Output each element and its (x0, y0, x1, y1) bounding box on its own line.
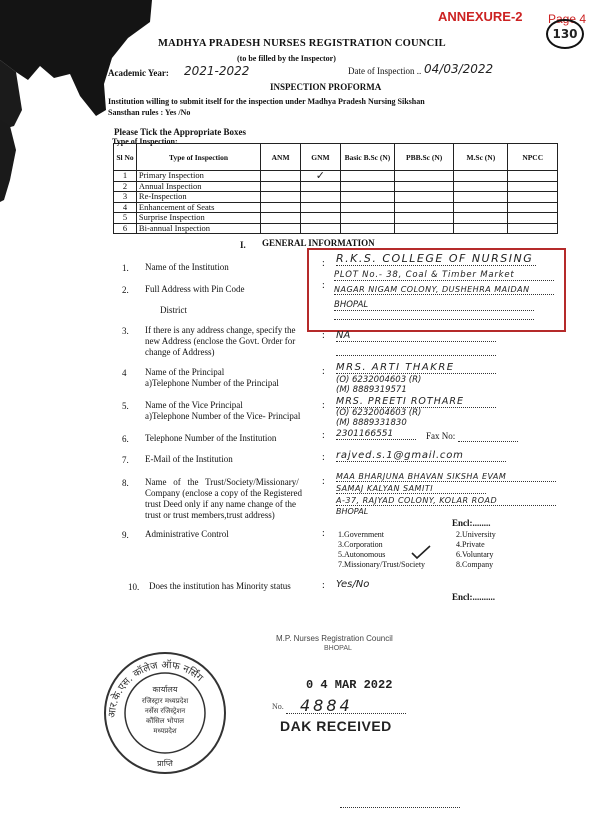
circled-number: 130 (546, 19, 584, 49)
col-bsc: Basic B.Sc (N) (340, 144, 394, 171)
trust-line3: A-37, RAJYAD COLONY, KOLAR ROAD (336, 496, 556, 506)
q3-number: 3. (122, 326, 129, 336)
col-msc: M.Sc (N) (454, 144, 508, 171)
col-sl: Sl No (114, 144, 137, 171)
scan-edge-left (0, 120, 40, 840)
dak-stamp-no-value: 4884 (300, 696, 353, 715)
row-type: Annual Inspection (136, 181, 260, 192)
q8-label-4: trust or trust members,trust address) (145, 510, 275, 520)
dak-stamp (266, 630, 426, 740)
row-type: Re-Inspection (136, 192, 260, 203)
col-type: Type of Inspection (136, 144, 260, 171)
date-label: Date of Inspection .. (348, 66, 422, 76)
filled-by-note: (to be filled by the Inspector) (237, 54, 336, 63)
institution-name-value: R.K.S. COLLEGE OF NURSING (336, 252, 536, 266)
q4-number: 4 (122, 368, 127, 378)
admin-opt-4: 4.Private (456, 540, 485, 549)
q3-label-3: change of Address) (145, 347, 215, 357)
table-row (114, 202, 558, 213)
q1-label: Name of the Institution (145, 262, 229, 272)
row-no: 6 (114, 223, 137, 234)
q10-label: Does the institution has Minority status (149, 581, 291, 591)
admin-opt-6: 6.Voluntary (456, 550, 494, 559)
dak-stamp-no-label: No. (272, 702, 284, 711)
fax-label: Fax No: (426, 431, 456, 441)
row-type: Enhancement of Seats (136, 202, 260, 213)
address-change-line2 (336, 354, 496, 356)
address-line3: BHOPAL (334, 300, 534, 311)
q2-label: Full Address with Pin Code (145, 284, 245, 294)
address-line4 (334, 318, 534, 320)
page-label: Page 4 (548, 12, 587, 26)
type-heading: Type of Inspection: (112, 137, 178, 146)
seal-line1: कार्यालय (152, 685, 178, 694)
colon: : (322, 580, 325, 591)
dak-stamp-received: DAK RECEIVED (280, 718, 392, 734)
q4-label-2: a)Telephone Number of the Principal (145, 378, 279, 388)
q8-encl: Encl:........ (452, 518, 491, 528)
q10-encl: Encl:.......... (452, 592, 496, 602)
seal-outer-text: आर.के.एस. कॉलेज ऑफ नर्सिंग (106, 659, 205, 719)
section-title: GENERAL INFORMATION (262, 238, 375, 248)
seal-line2: रजिस्ट्रार मध्यप्रदेश (141, 697, 189, 705)
willing-line2: Sansthan rules : Yes /No (108, 108, 191, 117)
colon: : (322, 366, 325, 377)
principal-name-value: MRS. ARTI THAKRE (336, 362, 496, 374)
q2-number: 2. (122, 285, 129, 295)
principal-phone-m: (M) 8889319571 (336, 385, 407, 395)
colon: : (322, 452, 325, 463)
dak-stamp-date: 0 4 MAR 2022 (306, 678, 393, 692)
principal-phone-o: (O) 6232004603 (R) (336, 375, 422, 385)
row-no: 1 (114, 171, 137, 182)
tick-heading: Please Tick the Appropriate Boxes (114, 127, 247, 137)
q5-label-2: a)Telephone Number of the Vice- Principal (145, 411, 301, 421)
q3-label-2: new Address (enclose the Govt. Order for (145, 336, 296, 346)
colon: : (322, 258, 325, 269)
table-row (114, 223, 558, 234)
q7-number: 7. (122, 455, 129, 465)
table-row (114, 171, 558, 182)
council-title: MADHYA PRADESH NURSES REGISTRATION COUNCIL (158, 38, 446, 49)
vice-principal-name-value: MRS. PREETI ROTHARE (336, 396, 496, 408)
row-no: 4 (114, 202, 137, 213)
trust-line2: SAMAJ KALYAN SAMITI (336, 484, 486, 494)
colon: : (322, 528, 325, 539)
admin-opt-8: 8.Company (456, 560, 494, 569)
trust-line4: BHOPAL (336, 507, 369, 516)
q3-label-1: If there is any address change, specify the (145, 325, 296, 335)
row-no: 2 (114, 181, 137, 192)
q9-number: 9. (122, 530, 129, 540)
admin-opt-2: 2.University (456, 530, 496, 539)
q8-label-1: Name of the Trust/Society/Missionary/ (145, 477, 299, 487)
dak-stamp-line2: BHOPAL (324, 645, 352, 652)
minority-value: Yes/No (336, 579, 370, 590)
vice-principal-phone-m: (M) 8889331830 (336, 418, 407, 428)
q9-label: Administrative Control (145, 529, 229, 539)
q6-number: 6. (122, 434, 129, 444)
q8-label-2: Company (enclose a copy of the Registered (145, 488, 302, 498)
vice-principal-phone-o: (O) 6232004603 (R) (336, 408, 422, 418)
seal-line5: मध्यप्रदेश (153, 727, 177, 735)
bottom-scan-dots (340, 806, 460, 808)
admin-opt-5: 5.Autonomous (338, 550, 386, 559)
q5-number: 5. (122, 401, 129, 411)
col-gnm: GNM (301, 144, 341, 171)
table-row (114, 192, 558, 203)
institution-email-value: rajved.s.1@gmail.com (336, 450, 506, 462)
q8-label-3: trust Deed only if any name change of the (145, 499, 296, 509)
q8-number: 8. (122, 478, 129, 488)
address-line2: NAGAR NIGAM COLONY, DUSHEHRA MAIDAN (334, 285, 554, 295)
dak-stamp-line1: M.P. Nurses Registration Council (276, 634, 393, 643)
col-npcc: NPCC (508, 144, 558, 171)
row-no: 5 (114, 213, 137, 224)
council-round-seal (100, 648, 230, 778)
dak-stamp-no-line (286, 712, 406, 714)
seal-line3: नर्सेस रजिस्ट्रेशन (144, 707, 186, 715)
table-row (114, 213, 558, 224)
q4-label-1: Name of the Principal (145, 367, 225, 377)
admin-opt-1: 1.Government (338, 530, 384, 539)
trust-line1: MAA BHARJUNA BHAVAN SIKSHA EVAM (336, 472, 556, 482)
col-anm: ANM (261, 144, 301, 171)
row-no: 3 (114, 192, 137, 203)
fax-line (458, 440, 518, 442)
q6-label: Telephone Number of the Institution (145, 433, 277, 443)
row-type: Bi-annual Inspection (136, 223, 260, 234)
q2-district-label: District (160, 305, 187, 315)
admin-opt-7: 7.Missionary/Trust/Society (338, 560, 426, 569)
date-value: 04/03/2022 (424, 62, 494, 76)
q5-label-1: Name of the Vice Principal (145, 400, 243, 410)
academic-year-label: Academic Year: (108, 68, 169, 78)
seal-line4: कौंसिल भोपाल (146, 717, 184, 725)
row-type: Surprise Inspection (136, 213, 260, 224)
section-number: I. (240, 240, 246, 250)
colon: : (322, 400, 325, 411)
q10-number: 10. (128, 582, 140, 592)
gnm-tick-mark: ✓ (301, 171, 341, 182)
proforma-title: INSPECTION PROFORMA (270, 82, 382, 92)
institution-phone-value: 2301166551 (336, 429, 416, 440)
seal-bottom-text: प्राप्ति (157, 759, 173, 768)
willing-line1: Institution willing to submit itself for the inspection under Madhya Pradesh Nursing Sikshan (108, 97, 425, 106)
col-pbbsc: PBB.Sc (N) (395, 144, 454, 171)
row-type: Primary Inspection (136, 171, 260, 182)
table-row (114, 181, 558, 192)
colon: : (322, 330, 325, 341)
colon: : (322, 280, 325, 291)
colon: : (322, 430, 325, 441)
annexure-label: ANNEXURE-2 (438, 9, 523, 24)
colon: : (322, 476, 325, 487)
admin-tick-mark (410, 544, 432, 560)
academic-year-value: 2021-2022 (184, 64, 250, 78)
q7-label: E-Mail of the Institution (145, 454, 233, 464)
table-header-row (114, 144, 558, 171)
address-line1: PLOT No.- 38, Coal & Timber Market (334, 270, 554, 281)
address-change-value: NA (336, 330, 496, 342)
q1-number: 1. (122, 263, 129, 273)
inspection-table (113, 143, 558, 234)
admin-opt-3: 3.Corporation (338, 540, 383, 549)
